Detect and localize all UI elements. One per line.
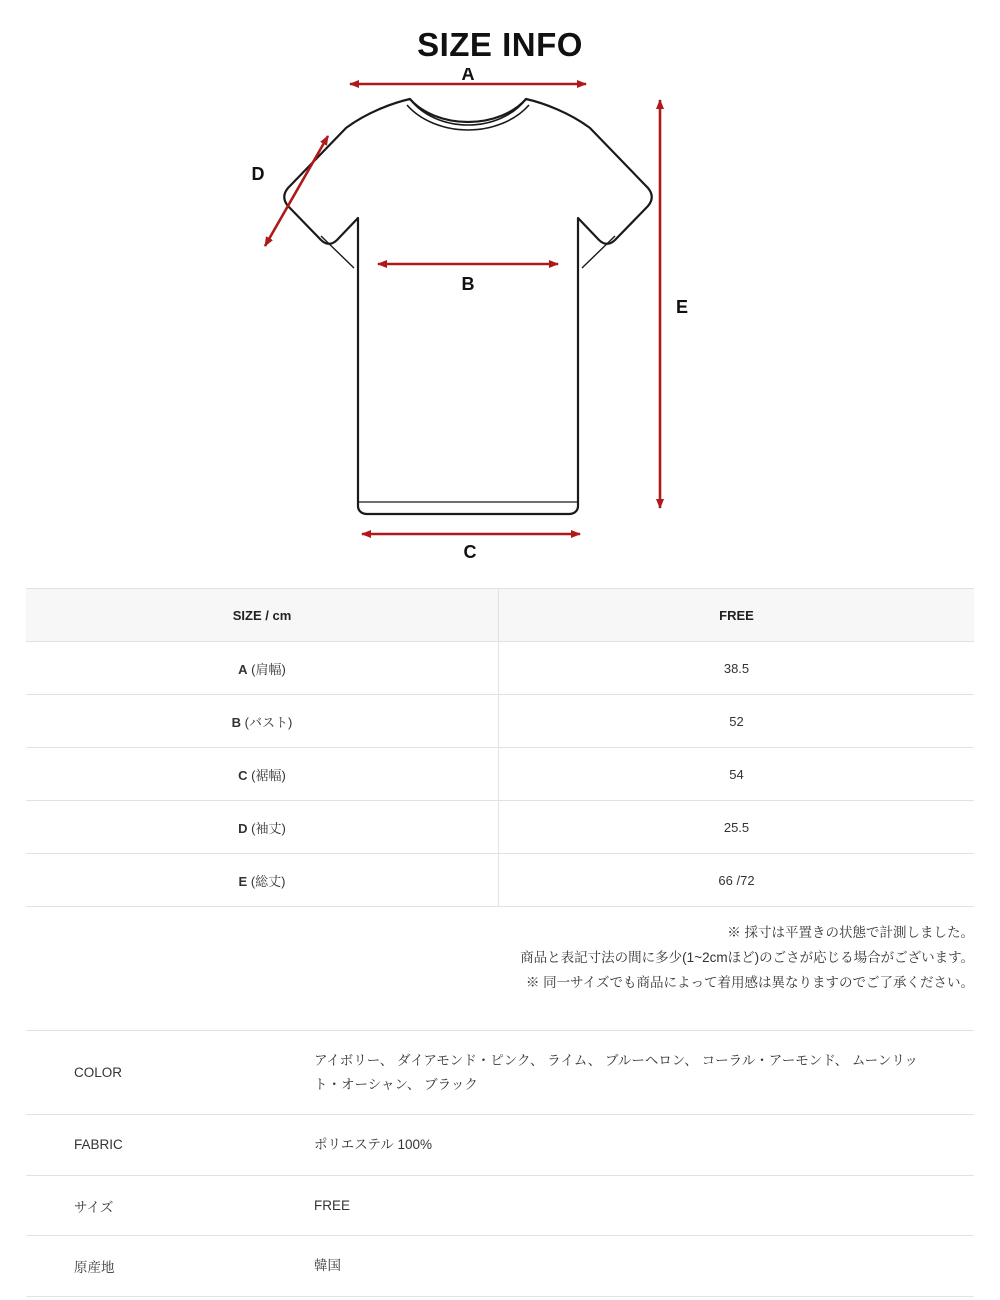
table-row xyxy=(26,748,974,801)
page-title: SIZE INFO xyxy=(417,26,583,63)
garment-diagram xyxy=(0,68,1000,588)
table-row xyxy=(26,1236,974,1297)
table-row xyxy=(26,695,974,748)
size-row-part-d: (袖丈) xyxy=(251,820,286,836)
size-row-label-e xyxy=(26,854,499,907)
size-table-head xyxy=(26,589,974,642)
info-value-size: FREE xyxy=(314,1197,351,1213)
product-info-body xyxy=(26,1030,974,1296)
size-table xyxy=(26,588,974,907)
info-value-origin: 韓国 xyxy=(314,1258,341,1274)
size-row-part-b: (バスト) xyxy=(244,714,293,730)
tshirt-outline-icon xyxy=(284,99,652,514)
info-label-color: COLOR xyxy=(74,1065,123,1081)
size-table-header-row xyxy=(26,589,974,642)
size-row-label-c xyxy=(26,748,499,801)
info-value-color: アイボリー、 ダイアモンド・ピンク、 ライム、 ブルーヘロン、 コーラル・アーモンド、 ムーンリット・オーシャン、 ブラック xyxy=(314,1052,918,1092)
size-row-part-c: (裾幅) xyxy=(251,767,286,783)
size-row-code-c: C xyxy=(238,767,248,783)
size-row-value-e: 66 /72 xyxy=(499,854,975,907)
size-row-label-b xyxy=(26,695,499,748)
size-table-body xyxy=(26,642,974,907)
size-table-header-size: SIZE / cm xyxy=(26,589,499,642)
table-row xyxy=(26,1175,974,1236)
size-row-label-a xyxy=(26,642,499,695)
size-row-code-e: E xyxy=(238,873,248,889)
size-table-header-free: FREE xyxy=(499,589,975,642)
size-row-label-d xyxy=(26,801,499,854)
measure-label-a: A xyxy=(461,68,475,84)
info-label-fabric: FABRIC xyxy=(74,1137,123,1153)
table-row xyxy=(26,1115,974,1176)
table-row xyxy=(26,1030,974,1114)
measure-label-c: C xyxy=(463,542,477,562)
table-row xyxy=(26,801,974,854)
info-label-size: サイズ xyxy=(74,1199,114,1215)
info-value-fabric: ポリエステル 100% xyxy=(314,1137,433,1153)
size-row-value-d: 25.5 xyxy=(499,801,975,854)
size-row-code-b: B xyxy=(231,714,242,730)
note-line-3: ※ 同一サイズでも商品によって着用感は異なりますのでご了承ください。 xyxy=(525,974,974,990)
measure-label-b: B xyxy=(461,274,475,294)
product-info-table xyxy=(26,1030,974,1297)
size-row-part-a: (肩幅) xyxy=(251,661,286,677)
size-row-value-a: 38.5 xyxy=(499,642,975,695)
tshirt-measurement-svg xyxy=(110,68,890,568)
size-row-code-a: A xyxy=(238,661,248,677)
size-row-value-c: 54 xyxy=(499,748,975,801)
measure-label-e: E xyxy=(675,297,689,317)
size-row-code-d: D xyxy=(238,820,248,836)
measurement-notes xyxy=(26,907,974,1006)
note-line-2: 商品と表記寸法の間に多少(1~2cmほど)のごさが応じる場合がございます。 xyxy=(520,949,974,965)
size-row-part-e: (総丈) xyxy=(250,873,286,889)
size-row-value-b: 52 xyxy=(499,695,975,748)
measure-label-d: D xyxy=(251,164,265,184)
info-label-origin: 原産地 xyxy=(74,1260,115,1276)
table-row xyxy=(26,854,974,907)
note-line-1: ※ 採寸は平置きの状態で計測しました。 xyxy=(727,925,974,940)
table-row xyxy=(26,642,974,695)
